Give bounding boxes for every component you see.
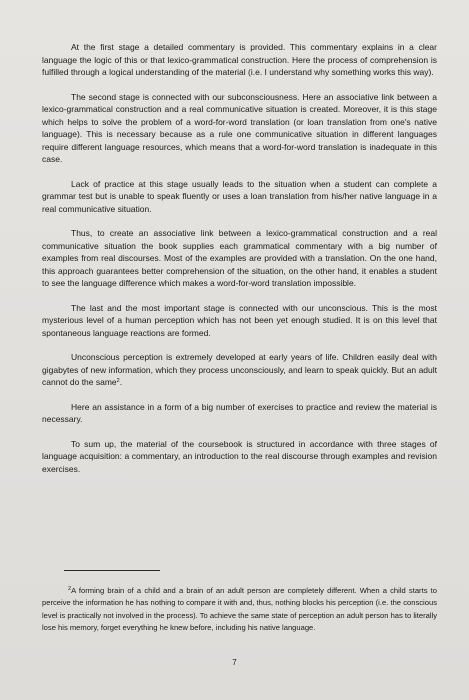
page-number: 7 [232, 658, 237, 667]
footnote-marker: 2 [68, 585, 72, 592]
paragraph-unconscious-text: Unconscious perception is extremely developed at early years of life. Children easily deal with gigabytes of new information, which they process unconsciously, and learn to speak quickly. But an adult cannot do the same [42, 352, 437, 387]
paragraph-third-stage: The last and the most important stage is connected with our unconscious. This is the most mysterious level of a human perception which has not been yet enough studied. It is on this level that spontaneous language reactions are formed. [42, 302, 437, 338]
paragraph-exercises: Here an assistance in a form of a big number of exercises to practice and review the material is necessary. [42, 401, 437, 424]
footnote-reference: 2 [116, 378, 120, 384]
paragraph-second-stage: The second stage is connected with our subconsciousness. Here an associative link between a lexico-grammatical construction and a real communicative situation is created. Moreover, it is this stage which helps to solve the problem of a word-for-word translation (or loan translation from one's native language). This is necessary because as a rule one communicative situation in different languages require different language resources, which means that a word-for-word translation is inadequate in this case. [42, 91, 437, 164]
paragraph-unconscious-period: . [119, 377, 123, 387]
body-text [42, 41, 437, 487]
footnote-text: A forming brain of a child and a brain of an adult person are completely different. When a child starts to perceive the information he has nothing to compare it with and, thus, nothing blocks his perception (i.e. the conscious level is practically not involved in the process). To achieve the same state of perception an adult person has to literally lose his memory, forget everything he knew before, including his native language. [42, 585, 437, 633]
paragraph-associative-link: Thus, to create an associative link between a lexico-grammatical construction and a real communicative situation the book supplies each grammatical commentary with a big number of examples from real discourses. Most of the examples are provided with a translation. On the one hand, this approach guarantees better comprehension of the situation, on the other hand, it enables a student to see the language difference which makes a word-for-word translation impossible. [42, 228, 437, 288]
paragraph-lack-of-practice: Lack of practice at this stage usually leads to the situation when a student can complete a grammar test but is unable to speak fluently or uses a loan translation from his/her native language in a real communicative situation. [42, 178, 437, 214]
paragraph-summary: To sum up, the material of the coursebook is structured in accordance with three stages of language acquisition: a commentary, an introduction to the real discourse through examples and revision exercises. [42, 438, 437, 474]
footnote-divider [64, 570, 160, 571]
footnote [42, 585, 437, 635]
paragraph-unconscious-perception [42, 351, 437, 389]
paragraph-first-stage: At the first stage a detailed commentary is provided. This commentary explains in a clear language the logic of this or that lexico-grammatical construction. Here the process of comprehension is fulfilled through a logical understanding of the material (i.e. I understand why something works this way). [42, 42, 437, 77]
